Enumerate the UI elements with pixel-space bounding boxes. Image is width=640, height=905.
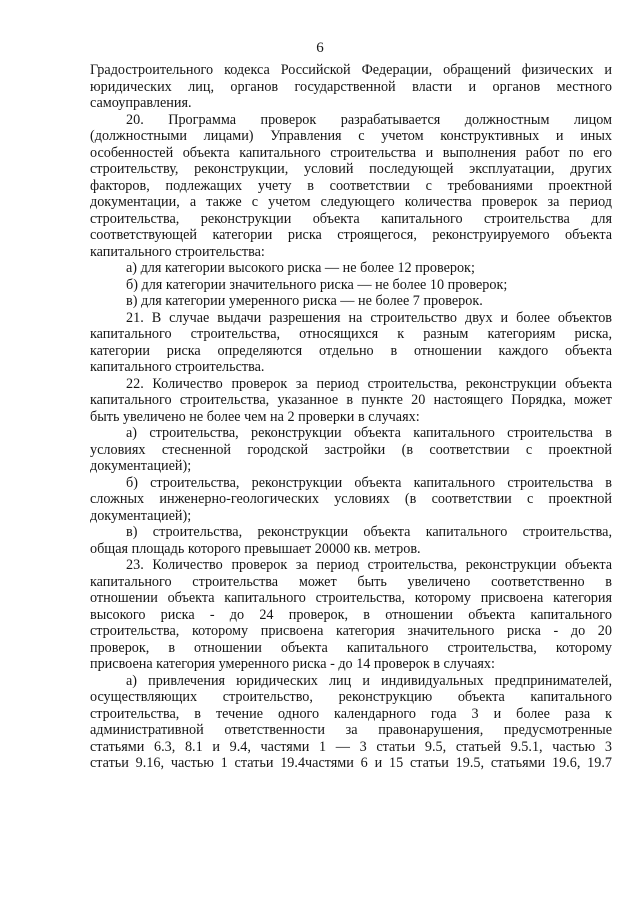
list-item-c: в) строительства, реконструкции объекта капитального строительства, (126, 524, 612, 540)
list-item-a: а) привлечения юридических лиц и индивидуальных предпринимателей, (126, 672, 612, 689)
paragraph-22-line: 22. Количество проверок за период строительства, реконструкции объекта (126, 375, 612, 392)
paragraph-23-line: 23. Количество проверок за период строительства, реконструкции объекта (126, 557, 612, 573)
text-line: статьи 9.16, частью 1 статьи 19.4частями 6 и 15 статьи 19.5, статьями 19.6, 19.7 (90, 755, 612, 771)
text-line: самоуправления. (90, 95, 192, 111)
text-line: факторов, подлежащих учету в соответствии с требованиями проектной (90, 177, 612, 194)
text-line: капитального строительства. (90, 359, 265, 375)
paragraph-20-line: 20. Программа проверок разрабатывается должностным лицом (126, 111, 612, 128)
list-item-a: а) строительства, реконструкции объекта капитального строительства в (126, 425, 612, 441)
text-line: (должностными лицами) Управления с учетом конструктивных и иных (90, 128, 612, 144)
text-line: капитального строительства, относящихся к разным категориям риска, (90, 326, 612, 342)
text-line: высокого риска - до 24 проверок, в отношении объекта капитального (90, 606, 612, 623)
text-line: документацией); (90, 458, 192, 474)
text-line: отношении объекта капитального строительства, которому присвоена категория (90, 590, 612, 606)
text-line: условиях стесненной городской застройки (в соответствии с проектной (90, 441, 612, 458)
text-line: статьями 6.3, 8.1 и 9.4, частями 1 — 3 статьи 9.5, статьей 9.5.1, частью 3 (90, 738, 612, 755)
text-line: административной ответственности за правонарушения, предусмотренные (90, 722, 612, 738)
text-line: капитального строительства может быть увеличено соответственно в (90, 573, 612, 590)
text-line: быть увеличено не более чем на 2 проверки в случаях: (90, 408, 420, 425)
page-number: 6 (316, 40, 324, 56)
text-line: сложных инженерно-геологических условиях (в соответствии с проектной (90, 491, 612, 507)
text-line: Градостроительного кодекса Российской Федерации, обращений физических и (90, 62, 612, 78)
text-line: соответствующей категории риска строящегося, реконструируемого объекта (90, 227, 612, 243)
text-line: строительства, в течение одного календарного года 3 и более раза к (90, 705, 612, 722)
text-line: строительству, реконструкции, условий последующей эксплуатации, других (90, 161, 612, 177)
text-line: строительства, которому присвоена категория значительного риска - до 20 (90, 623, 612, 639)
text-line: капитального строительства, указанное в пункте 20 настоящего Порядка, может (90, 392, 612, 408)
text-line: категории риска определяются отдельно в отношении каждого объекта (90, 342, 612, 359)
text-line: общая площадь которого превышает 20000 кв. метров. (90, 540, 421, 557)
document-body (90, 62, 612, 772)
text-line: юридических лиц, органов государственной власти и органов местного (90, 78, 612, 95)
list-item-c: в) для категории умеренного риска — не более 7 проверок. (126, 293, 483, 309)
paragraph-21-line: 21. В случае выдачи разрешения на строительство двух и более объектов (126, 309, 612, 326)
text-line: осуществляющих строительство, реконструкцию объекта капитального (90, 689, 612, 705)
text-line: документацией); (90, 507, 192, 524)
text-line: присвоена категория умеренного риска - до 14 проверок в случаях: (90, 656, 495, 672)
list-item-b: б) для категории значительного риска — не более 10 проверок; (126, 276, 508, 293)
text-line: особенностей объекта капитального строительства и выполнения работ по его (90, 144, 612, 161)
text-line: капитального строительства: (90, 243, 265, 260)
text-line: проверок, в отношении объекта капитального строительства, которому (90, 639, 612, 656)
list-item-b: б) строительства, реконструкции объекта капитального строительства в (126, 474, 612, 491)
list-item-a: а) для категории высокого риска — не более 12 проверок; (126, 260, 475, 276)
text-line: документации, а также с учетом следующего количества проверок за период (90, 194, 612, 210)
text-line: строительства, реконструкции объекта капитального строительства для (90, 210, 612, 227)
